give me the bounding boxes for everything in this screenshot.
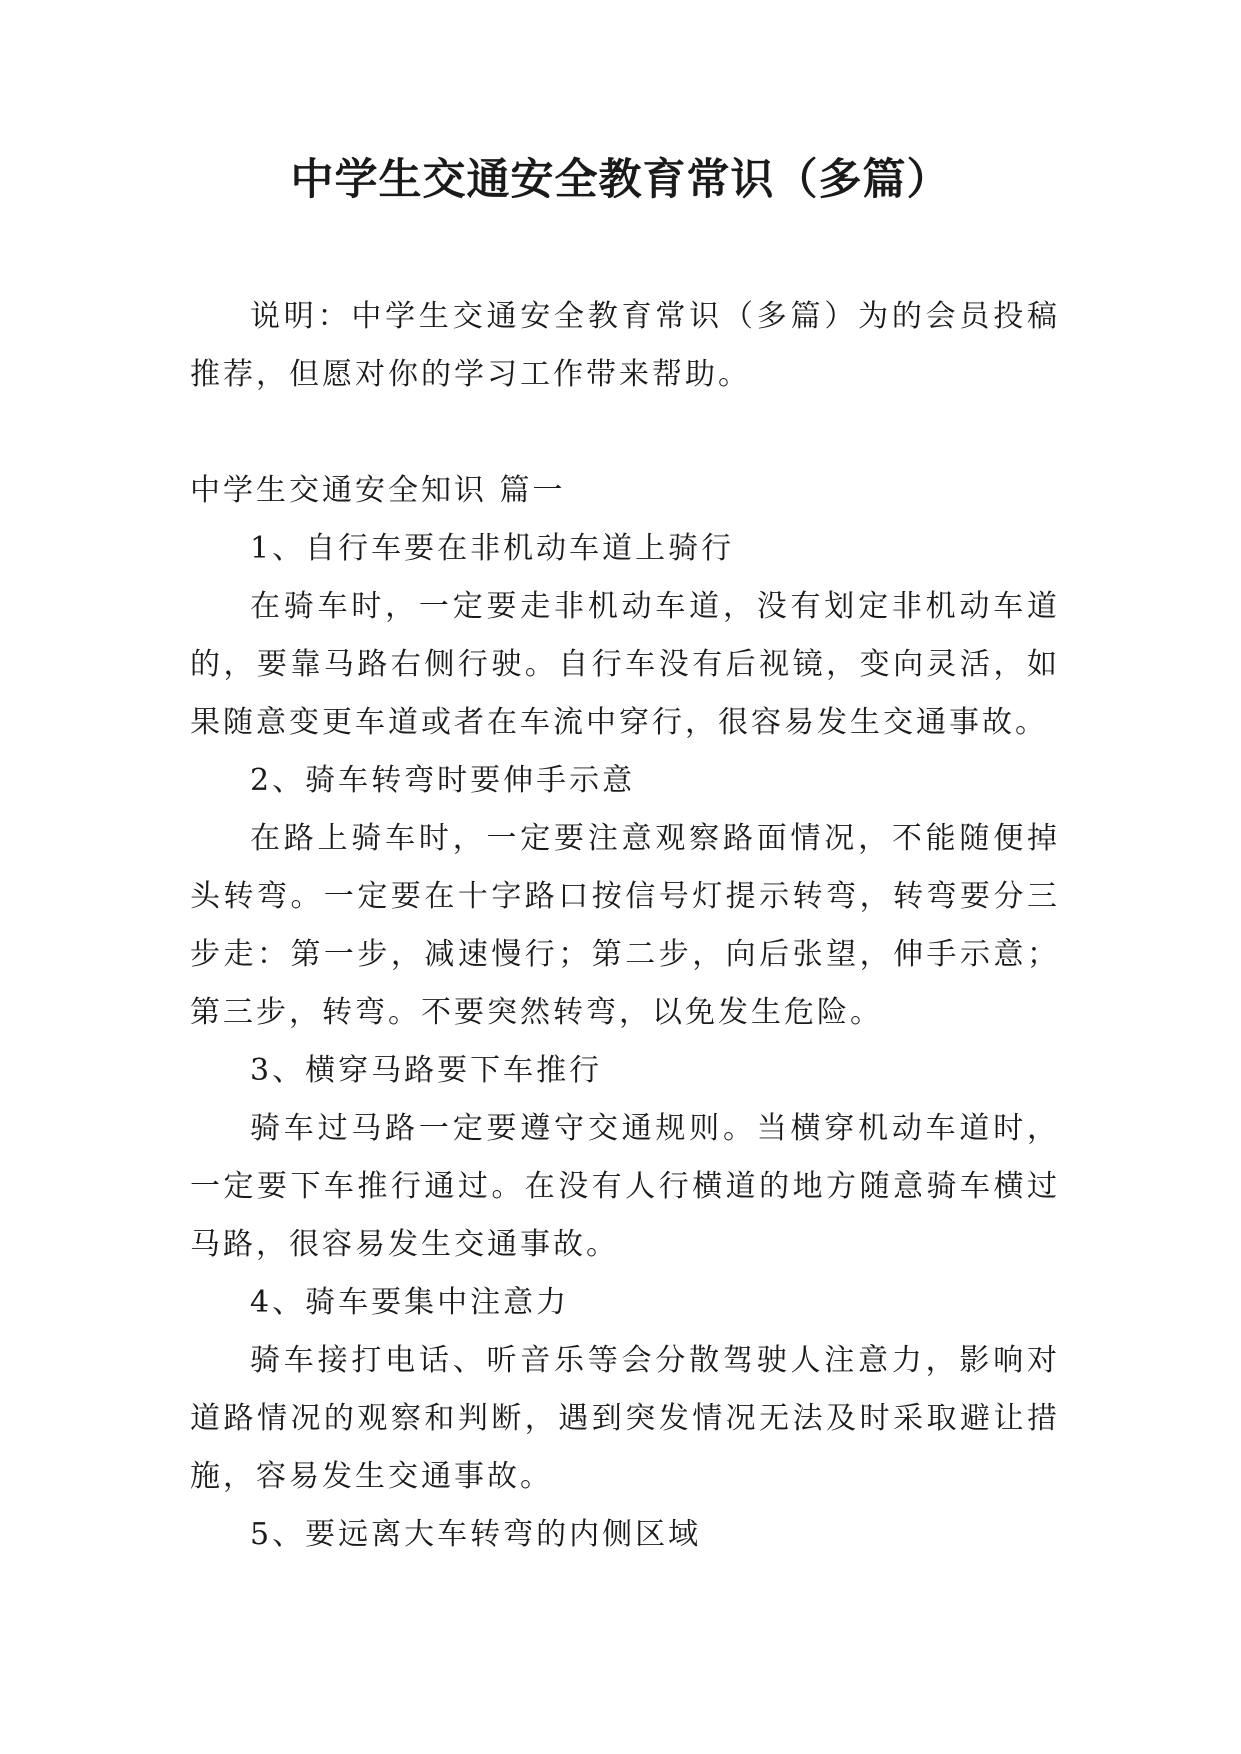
item-text-4: 骑车接打电话、听音乐等会分散驾驶人注意力，影响对道路情况的观察和判断，遇到突发情况无法及时采取避让措施，容易发生交通事故。 — [190, 1343, 1060, 1494]
item-heading-3: 3、横穿马路要下车推行 — [250, 1053, 603, 1088]
document-title: 中学生交通安全教育常识（多篇） — [290, 155, 951, 205]
document-body — [190, 288, 1060, 1564]
intro-paragraph: 说明：中学生交通安全教育常识（多篇）为的会员投稿推荐，但愿对你的学习工作带来帮助。 — [190, 299, 1060, 392]
item-text-1: 在骑车时，一定要走非机动车道，没有划定非机动车道的，要靠马路右侧行驶。自行车没有后视镜，变向灵活，如果随意变更车道或者在车流中穿行，很容易发生交通事故。 — [190, 589, 1060, 740]
item-text-2: 在路上骑车时，一定要注意观察路面情况，不能随便掉头转弯。一定要在十字路口按信号灯提示转弯，转弯要分三步走：第一步，减速慢行；第二步，向后张望，伸手示意；第三步，转弯。不要突然转弯，以免发生危险。 — [190, 821, 1060, 1030]
section-heading: 中学生交通安全知识 篇一 — [190, 473, 566, 508]
item-text-3: 骑车过马路一定要遵守交通规则。当横穿机动车道时，一定要下车推行通过。在没有人行横道的地方随意骑车横过马路，很容易发生交通事故。 — [190, 1111, 1060, 1262]
item-heading-4: 4、骑车要集中注意力 — [250, 1285, 570, 1320]
item-heading-5: 5、要远离大车转弯的内侧区域 — [250, 1517, 702, 1552]
item-heading-1: 1、自行车要在非机动车道上骑行 — [250, 531, 735, 566]
item-heading-2: 2、骑车转弯时要伸手示意 — [250, 763, 636, 798]
